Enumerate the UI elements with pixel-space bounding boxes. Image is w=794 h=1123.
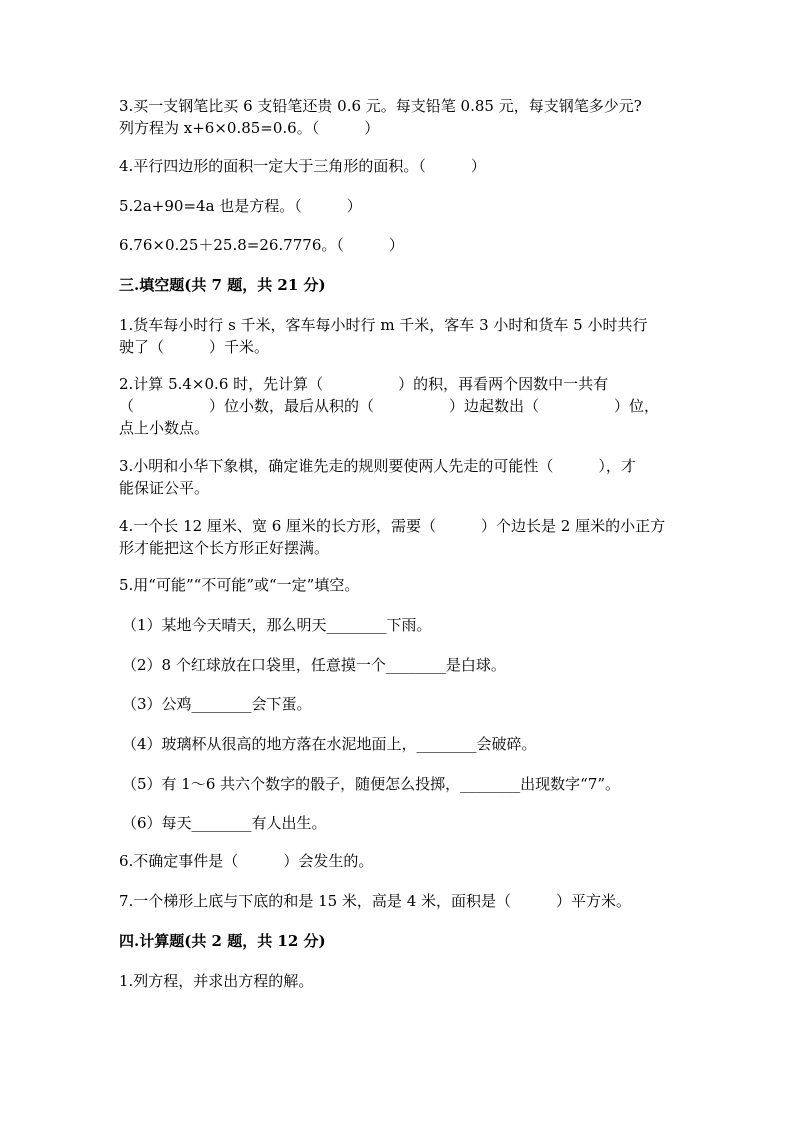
question-text-line: 列方程为 x+6×0.85=0.6。（ ） <box>119 119 380 137</box>
question-text-line: 能保证公平。 <box>119 479 210 497</box>
sub-question-3: （3）公鸡________会下蛋。 <box>122 695 312 713</box>
question-fill-6: 6.不确定事件是（ ）会发生的。 <box>119 852 374 870</box>
sub-question-2: （2）8 个红球放在口袋里，任意摸一个________是白球。 <box>122 656 506 674</box>
question-fill-4 <box>119 515 679 559</box>
question-text-line: 1.货车每小时行 s 千米，客车每小时行 m 千米，客车 3 小时和货车 5 小时共行 <box>119 316 648 334</box>
sub-question-5: （5）有 1～6 共六个数字的骰子，随便怎么投掷，________出现数字“7”。 <box>122 775 621 793</box>
question-text-line: 驶了（ ）千米。 <box>119 338 270 356</box>
question-fill-5-stem: 5.用“可能”“不可能”或“一定”填空。 <box>119 576 360 594</box>
question-fill-7: 7.一个梯形上底与下底的和是 15 米，高是 4 米，面积是（ ）平方米。 <box>119 892 632 910</box>
question-fill-1 <box>119 314 679 358</box>
sub-question-6: （6）每天________有人出生。 <box>122 814 327 832</box>
question-judge-5: 5.2a+90=4a 也是方程。（ ） <box>119 197 362 215</box>
sub-question-1: （1）某地今天晴天，那么明天________下雨。 <box>122 616 432 634</box>
question-judge-4: 4.平行四边形的面积一定大于三角形的面积。（ ） <box>119 157 486 175</box>
question-text-line: 3.买一支钢笔比买 6 支铅笔还贵 0.6 元。每支铅笔 0.85 元，每支钢笔多少元? <box>119 97 642 115</box>
question-text-line: 形才能把这个长方形正好摆满。 <box>119 539 330 557</box>
question-text-line: 点上小数点。 <box>119 419 210 437</box>
question-judge-6: 6.76×0.25＋25.8=26.7776。（ ） <box>119 236 404 254</box>
question-judge-3 <box>119 95 679 139</box>
question-text-line: 4.一个长 12 厘米、宽 6 厘米的长方形，需要（ ）个边长是 2 厘米的小正方 <box>119 517 666 535</box>
section-heading-fill-blank: 三.填空题(共 7 题，共 21 分) <box>119 276 326 294</box>
question-calc-1: 1.列方程，并求出方程的解。 <box>119 972 314 990</box>
question-fill-2 <box>119 373 679 439</box>
section-heading-calculation: 四.计算题(共 2 题，共 12 分) <box>119 932 326 950</box>
sub-question-4: （4）玻璃杯从很高的地方落在水泥地面上，________会破碎。 <box>122 735 537 753</box>
question-text-line: 2.计算 5.4×0.6 时，先计算（ ）的积，再看两个因数中一共有 <box>119 375 609 393</box>
question-text-line: （ ）位小数，最后从积的（ ）边起数出（ ）位， <box>119 397 660 415</box>
question-fill-3 <box>119 455 679 499</box>
question-text-line: 3.小明和小华下象棋，确定谁先走的规则要使两人先走的可能性（ ），才 <box>119 457 636 475</box>
